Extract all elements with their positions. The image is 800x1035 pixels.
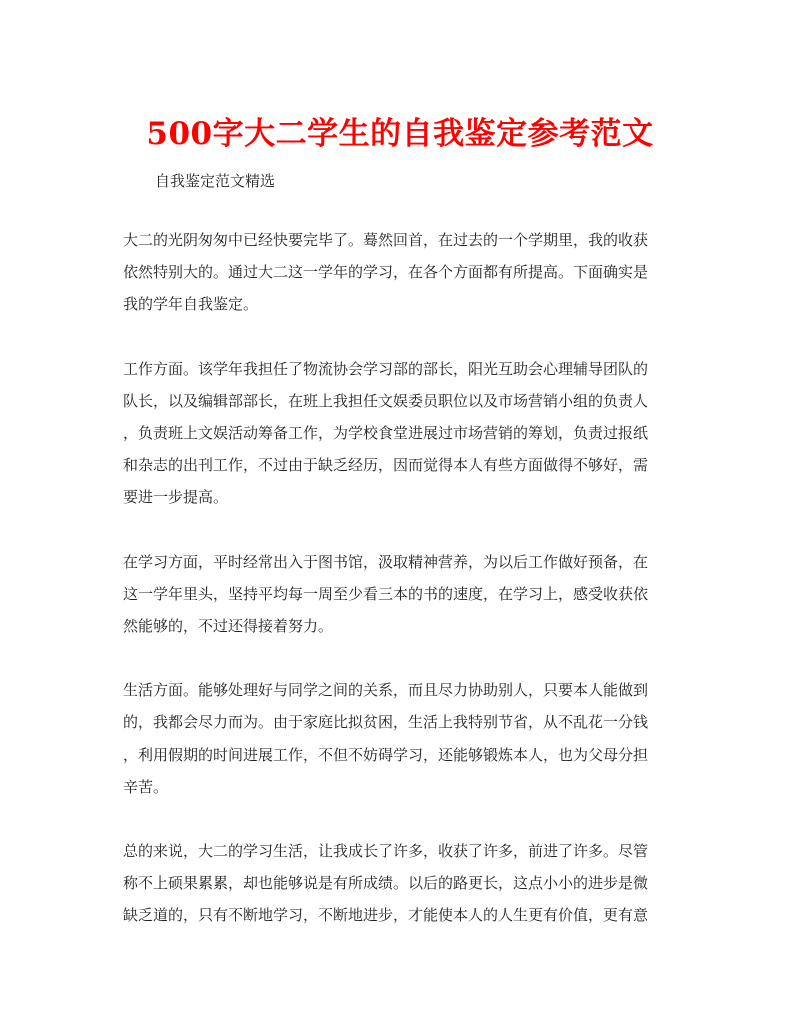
- paragraph-line: 大二的光阴匆匆中已经快要完毕了。蓦然回首，在过去的一个学期里，我的收获: [123, 231, 649, 249]
- paragraph-line: 这一学年里头，坚持平均每一周至少看三本的书的速度，在学习上，感受收获依: [123, 584, 649, 603]
- paragraph-line: 队长，以及编辑部部长，在班上我担任文娱委员职位以及市场营销小组的负责人: [123, 391, 649, 410]
- paragraph-summary: [123, 835, 675, 932]
- paragraph-study: [123, 546, 675, 643]
- paragraph-line: 在学习方面，平时经常出入于图书馆，汲取精神营养，为以后工作做好预备，在: [123, 552, 649, 571]
- document-body: [123, 224, 675, 964]
- paragraph-line: 缺乏道的，只有不断地学习，不断地进步，才能使本人的人生更有价值，更有意: [123, 906, 649, 925]
- paragraph-line: 称不上硕果累累，却也能够说是有所成绩。以后的路更长，这点小小的进步是微: [123, 874, 649, 893]
- paragraph-line: 依然特别大的。通过大二这一学年的学习，在各个方面都有所提高。下面确实是: [123, 263, 649, 282]
- paragraph-line: 的，我都会尽力而为。由于家庭比拟贫困，生活上我特别节省，从不乱花一分钱: [123, 713, 649, 732]
- document-title: 500字大二学生的自我鉴定参考范文: [146, 116, 654, 152]
- paragraph-line: ，利用假期的时间进展工作，不但不妨碍学习，还能够锻炼本人，也为父母分担: [123, 745, 649, 764]
- paragraph-line: 然能够的，不过还得接着努力。: [123, 617, 334, 636]
- paragraph-line: ，负责班上文娱活动筹备工作，为学校食堂进展过市场营销的筹划，负责过报纸: [123, 424, 649, 443]
- paragraph-line: 要进一步提高。: [123, 488, 229, 507]
- paragraph-line: 生活方面。能够处理好与同学之间的关系，而且尽力协助别人，只要本人能做到: [123, 681, 649, 700]
- document-subtitle: 自我鉴定范文精选: [155, 172, 276, 190]
- paragraph-work: [123, 353, 675, 514]
- paragraph-line: 总的来说，大二的学习生活，让我成长了许多，收获了许多，前进了许多。尽管: [123, 842, 649, 861]
- paragraph-line: 和杂志的出刊工作，不过由于缺乏经历，因而觉得本人有些方面做得不够好，需: [123, 456, 649, 475]
- paragraph-line: 工作方面。该学年我担任了物流协会学习部的部长，阳光互助会心理辅导团队的: [123, 359, 649, 378]
- paragraph-line: 辛苦。: [123, 777, 169, 796]
- paragraph-life: [123, 674, 675, 803]
- paragraph-intro: [123, 224, 675, 321]
- paragraph-line: 我的学年自我鉴定。: [123, 295, 259, 314]
